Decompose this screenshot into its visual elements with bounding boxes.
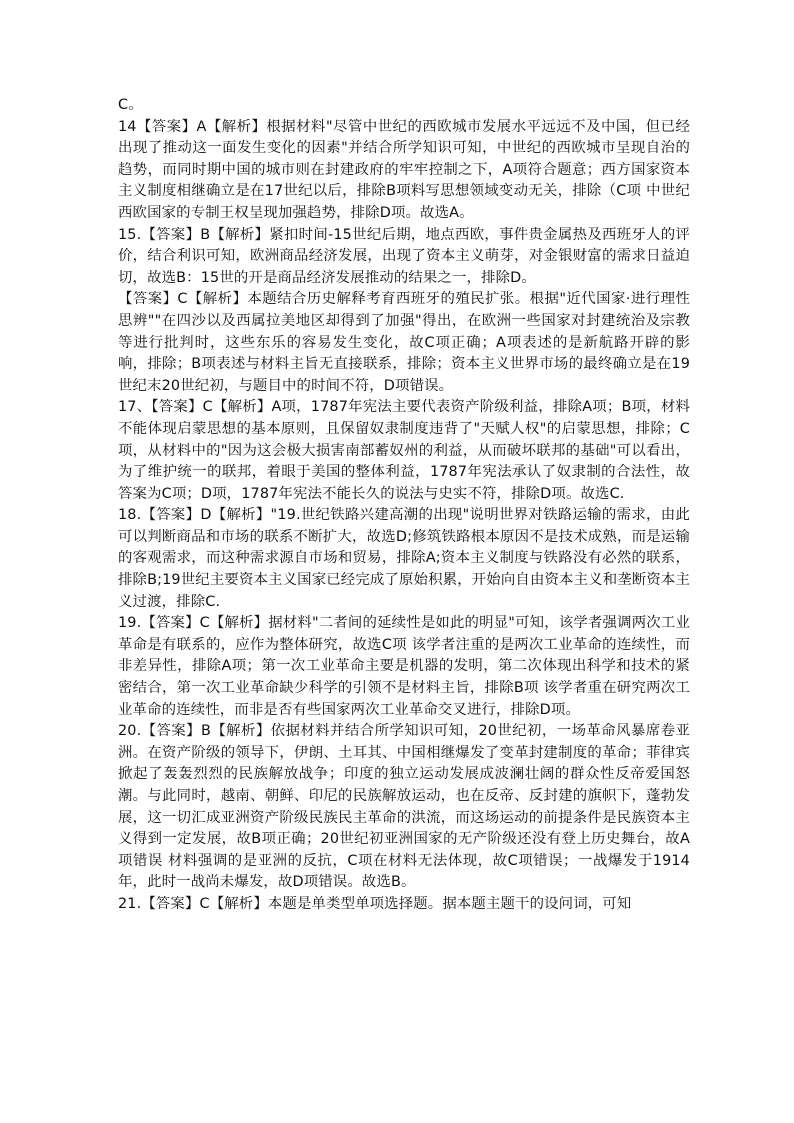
paragraph-answer-14: 14【答案】A【解析】根据材料"尽管中世纪的西欧城市发展水平远远不及中国，但已经出现了推动这一面发生变化的因素"并结合所学知识可知，中世纪的西欧城市呈现自治的趋势，而同时期中国的城市则在封建政府的牢牢控制之下，A项符合题意；西方国家资本主义制度相继确立是在17世纪以后，排除B项料写思想领域变动无关，排除（C项 中世纪西欧国家的专制王权呈现加强趋势，排除D项。故选A。 [118,118,690,221]
paragraph-answer-20: 20.【答案】B【解析】依据材料并结合所学知识可知，20世纪初，一场革命风暴席卷亚洲。在资产阶级的领导下，伊朗、土耳其、中国相继爆发了变革封建制度的革命；菲律宾掀起了轰轰烈烈的民族解放战争；印度的独立运动发展成波澜壮阔的群众性反帝爱国怒潮。与此同时，越南、朝鲜、印尼的民族解放运动，也在反帝、反封建的旗帜下，蓬勃发展，这一切汇成亚洲资产阶级民族民主革命的洪流，而这场运动的前提条件是民族资本主义得到一定发展，故B项正确；20世纪初亚洲国家的无产阶级还没有登上历史舞台，故A项错误 材料强调的是亚洲的反抗，C项在材料无法体现，故C项错误；一战爆发于1914年，此时一战尚未爆发，故D项错误。故选B。 [118,723,690,891]
paragraph-answer-19: 19.【答案】C【解析】据材料"二者间的延续性是如此的明显"可知，该学者强调两次工业革命是有联系的，应作为整体研究，故选C项 该学者注重的是两次工业革命的连续性，而非差异性，排除A项；第一次工业革命主要是机器的发明，第二次体现出科学和技术的紧密结合，第一次工业革命缺少科学的引领不是材料主旨，排除B项 该学者重在研究两次工业革命的连续性，而非是否有些国家两次工业革命交叉进行，排除D项。 [118,615,690,718]
paragraph-answer-16: 【答案】C【解析】本题结合历史解释考育西班牙的殖民扩张。根据"近代国家·进行理性思辨""在四沙以及西属拉美地区却得到了加强"得出，在欧洲一些国家对封建统治及宗教等进行批判时，这些东乐的容易发生变化，故C项正确；A项表述的是新航路开辟的影响，排除；B项表述与材料主旨无直接联系，排除；资本主义世界市场的最终确立是在19世纪末20世纪初，与题目中的时间不符，D项错误。 [118,291,690,394]
paragraph-answer-13-tail: C。 [118,97,143,113]
paragraph-answer-18: 18.【答案】D【解析】"19.世纪铁路兴建高潮的出现"说明世界对铁路运输的需求，由此可以判断商品和市场的联系不断扩大，故选D;修筑铁路根本原因不是技术成熟，而是运输的客观需求，而这种需求源自市场和贸易，排除A;资本主义制度与铁路没有必然的联系，排除B;19世纪主要资本主义国家已经完成了原始积累，开始向自由资本主义和垄断资本主义过渡，排除C. [118,507,690,610]
paragraph-answer-21: 21.【答案】C【解析】本题是单类型单项选择题。据本题主题干的设问词，可知 [118,895,632,912]
document-page [118,95,690,916]
paragraph-answer-15: 15.【答案】B【解析】紧扣时间-15世纪后期，地点西欧，事件贵金属热及西班牙人的评价，结合利识可知，欧洲商品经济发展，出现了资本主义萌芽，对金银财富的需求日益迫切，故选B：15世的开是商品经济发展推动的结果之一，排除D。 [118,226,690,286]
paragraph-answer-17: 17、【答案】C【解析】A项，1787年宪法主要代表资产阶级利益，排除A项；B项，材料不能体现启蒙思想的基本原则，且保留奴隶制度违背了"天赋人权"的启蒙思想，排除；C项，从材料中的"因为这会极大损害南部蓄奴州的利益，从而破坏联邦的基础"可以看出，为了维护统一的联邦，着眼于美国的整体利益，1787年宪法承认了奴隶制的合法性，故答案为C项；D项，1787年宪法不能长久的说法与史实不符，排除D项。故选C. [118,399,690,502]
